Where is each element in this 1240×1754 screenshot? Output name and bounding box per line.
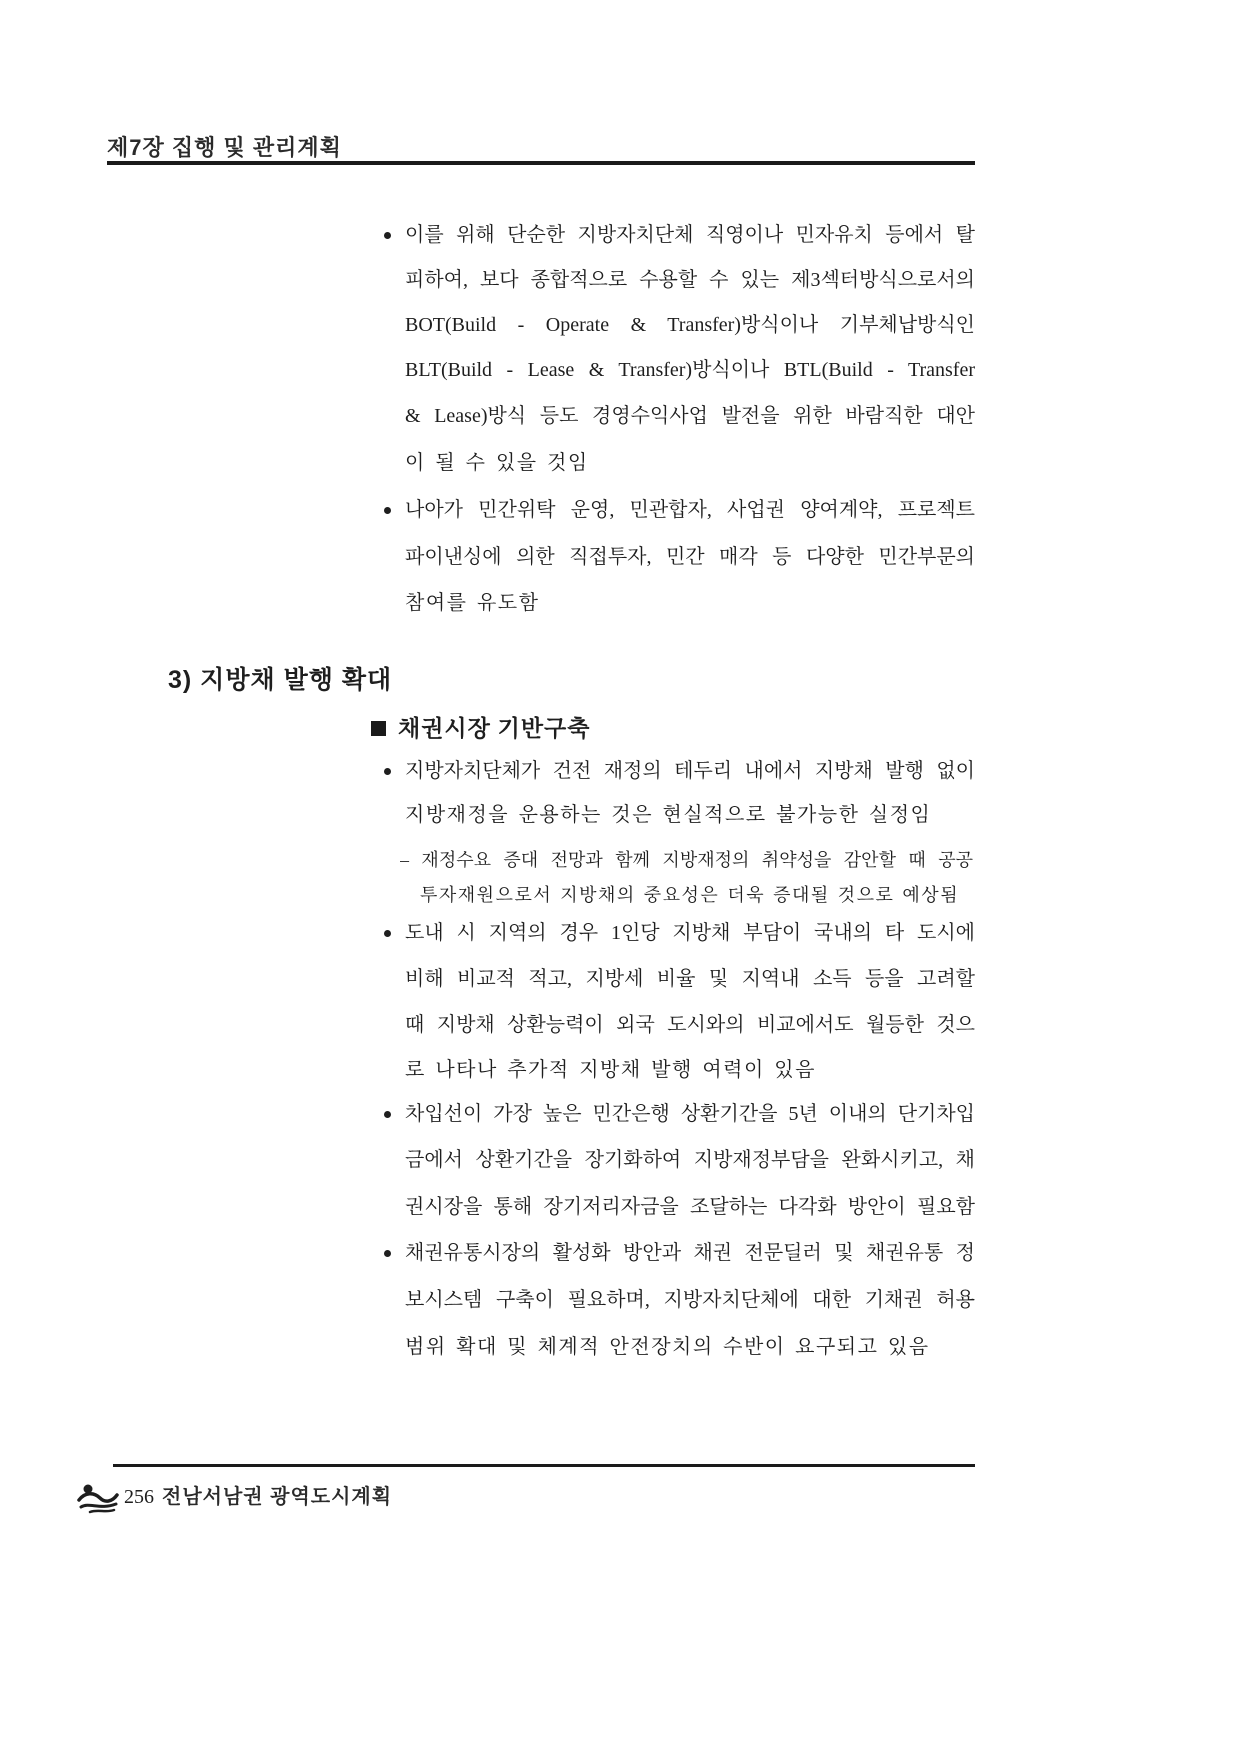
- text-line: 차입선이 가장 높은 민간은행 상환기간을 5년 이내의 단기차입: [405, 1103, 975, 1125]
- subsection-heading: 채권시장 기반구축: [398, 716, 591, 741]
- bullet: [384, 232, 391, 239]
- text-line: 피하여, 보다 종합적으로 수용할 수 있는 제3섹터방식으로서의: [405, 269, 975, 291]
- text-line: 범위 확대 및 체계적 안전장치의 수반이 요구되고 있음: [405, 1336, 930, 1358]
- header-rule: [107, 161, 975, 165]
- page-number: 256: [124, 1486, 154, 1508]
- text-line: BOT(Build - Operate & Transfer)방식이나 기부체납방식인: [405, 314, 975, 336]
- text-line: 비해 비교적 적고, 지방세 비율 및 지역내 소득 등을 고려할: [405, 968, 975, 990]
- section-heading: 3) 지방채 발행 확대: [168, 666, 393, 694]
- footer-text: [124, 1482, 392, 1512]
- square-bullet-icon: [371, 721, 386, 736]
- swirl-logo-icon: [76, 1480, 120, 1514]
- text-line: 지방자치단체가 건전 재정의 테두리 내에서 지방채 발행 없이: [405, 760, 975, 782]
- text-line: 이 될 수 있을 것임: [405, 452, 589, 474]
- text-line: 권시장을 통해 장기저리자금을 조달하는 다각화 방안이 필요함: [405, 1196, 975, 1218]
- text-line: 지방재정을 운용하는 것은 현실적으로 불가능한 실정임: [405, 804, 932, 826]
- text-line: 이를 위해 단순한 지방자치단체 직영이나 민자유치 등에서 탈: [405, 224, 975, 246]
- text-line: 도내 시 지역의 경우 1인당 지방채 부담이 국내의 타 도시에: [405, 922, 975, 944]
- text-line: BLT(Build - Lease & Transfer)방식이나 BTL(Build - Transfer: [405, 359, 975, 381]
- text-line: 투자재원으로서 지방채의 중요성은 더욱 증대될 것으로 예상됨: [420, 885, 960, 905]
- text-line: 로 나타나 추가적 지방채 발행 여력이 있음: [405, 1059, 816, 1081]
- bullet: [384, 1250, 391, 1257]
- book-title: 전남서남권 광역도시계획: [162, 1486, 393, 1508]
- bullet: [384, 930, 391, 937]
- text-line: 나아가 민간위탁 운영, 민관합자, 사업권 양여계약, 프로젝트: [405, 499, 975, 521]
- text-line: – 재정수요 증대 전망과 함께 지방재정의 취약성을 감안할 때 공공: [400, 850, 973, 870]
- text-line: 채권유통시장의 활성화 방안과 채권 전문딜러 및 채권유통 정: [405, 1242, 975, 1264]
- text-line: 금에서 상환기간을 장기화하여 지방재정부담을 완화시키고, 채: [405, 1149, 975, 1171]
- text-line: 참여를 유도함: [405, 592, 540, 614]
- chapter-title: 제7장 집행 및 관리계획: [107, 135, 342, 160]
- bullet: [384, 507, 391, 514]
- bullet: [384, 1111, 391, 1118]
- text-line: 때 지방채 상환능력이 외국 도시와의 비교에서도 월등한 것으: [405, 1014, 975, 1036]
- text-line: & Lease)방식 등도 경영수익사업 발전을 위한 바람직한 대안: [405, 405, 975, 427]
- text-line: 파이낸싱에 의한 직접투자, 민간 매각 등 다양한 민간부문의: [405, 546, 975, 568]
- text-line: 보시스템 구축이 필요하며, 지방자치단체에 대한 기채권 허용: [405, 1289, 975, 1311]
- bullet: [384, 768, 391, 775]
- footer-rule: [113, 1464, 975, 1467]
